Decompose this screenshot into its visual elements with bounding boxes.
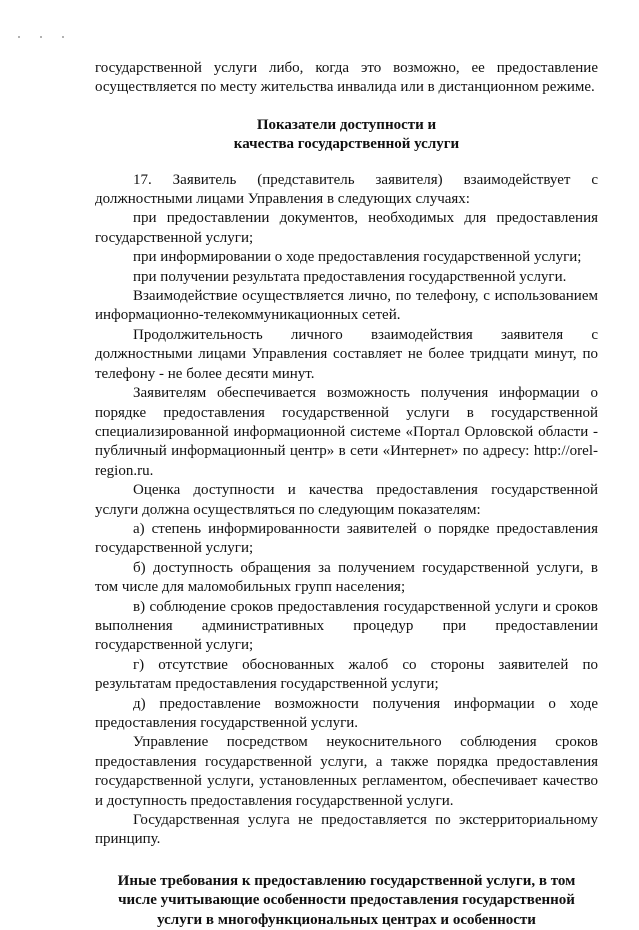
paragraph-indicator-b: б) доступность обращения за получением государственной услуги, в том числе для маломобильных групп населения; bbox=[95, 559, 598, 596]
paragraph-indicator-g: г) отсутствие обоснованных жалоб со стороны заявителей по результатам предоставления государственной услуги; bbox=[95, 656, 598, 693]
paragraph-17-interaction-cases: 17. Заявитель (представитель заявителя) взаимодействует с должностными лицами Управления в следующих случаях: bbox=[95, 171, 598, 208]
paragraph-management-compliance: Управление посредством неукоснительного соблюдения сроков предоставления государственной услуги, а также порядка предоставления государственной услуги, установленных регламентом, обеспечивает качество и доступность предоставления государственной услуги. bbox=[95, 734, 598, 809]
paragraph-extraterritorial: Государственная услуга не предоставляется по экстерриториальному принципу. bbox=[95, 812, 598, 848]
paragraph-case-documents: при предоставлении документов, необходимых для предоставления государственной услуги; bbox=[95, 210, 598, 246]
paragraph-case-informing: при информировании о ходе предоставления государственной услуги; bbox=[133, 249, 582, 266]
section-heading-line1: Показатели доступности и bbox=[256, 116, 437, 133]
paragraph-interaction-methods: Взаимодействие осуществляется лично, по телефону, с использованием информационно-телекоммуникационных сетей. bbox=[95, 288, 598, 324]
section-heading-line2: качества государственной услуги bbox=[233, 136, 460, 153]
paragraph-indicator-v: в) соблюдение сроков предоставления государственной услуги и сроков выполнения административных процедур при предоставлении государственной услуги; bbox=[95, 598, 598, 654]
paragraph-portal-information: Заявителям обеспечивается возможность получения информации о порядке предоставления государственной услуги в государственной специализированной информационной системе «Портал Орловской области - публичный информационный центр» в сети «Интернет» по адресу: http://orel-region.ru. bbox=[95, 385, 598, 479]
paragraph-case-result: при получении результата предоставления государственной услуги. bbox=[133, 268, 567, 285]
section-heading bbox=[95, 116, 598, 155]
paragraph-indicator-a: а) степень информированности заявителей о порядке предоставления государственной услуги; bbox=[95, 520, 598, 557]
opening-paragraph: государственной услуги либо, когда это возможно, ее предоставление осуществляется по месту жительства инвалида или в дистанционном режиме. bbox=[95, 60, 598, 96]
paragraph-interaction-duration: Продолжительность личного взаимодействия заявителя с должностными лицами Управления составляет не более тридцати минут, по телефону - не более десяти минут. bbox=[95, 326, 598, 382]
scan-margin-marks bbox=[18, 34, 64, 40]
paragraph-quality-assessment: Оценка доступности и качества предоставления государственной услуги должна осуществляться по следующим показателям: bbox=[95, 482, 598, 518]
closing-heading: Иные требования к предоставлению государственной услуги, в том числе учитывающие особенности предоставления государственной услуги в многофункциональных центрах и особенности bbox=[117, 872, 576, 928]
document-body bbox=[95, 59, 598, 930]
paragraph-indicator-d: д) предоставление возможности получения информации о ходе предоставления государственной услуги. bbox=[95, 695, 598, 731]
